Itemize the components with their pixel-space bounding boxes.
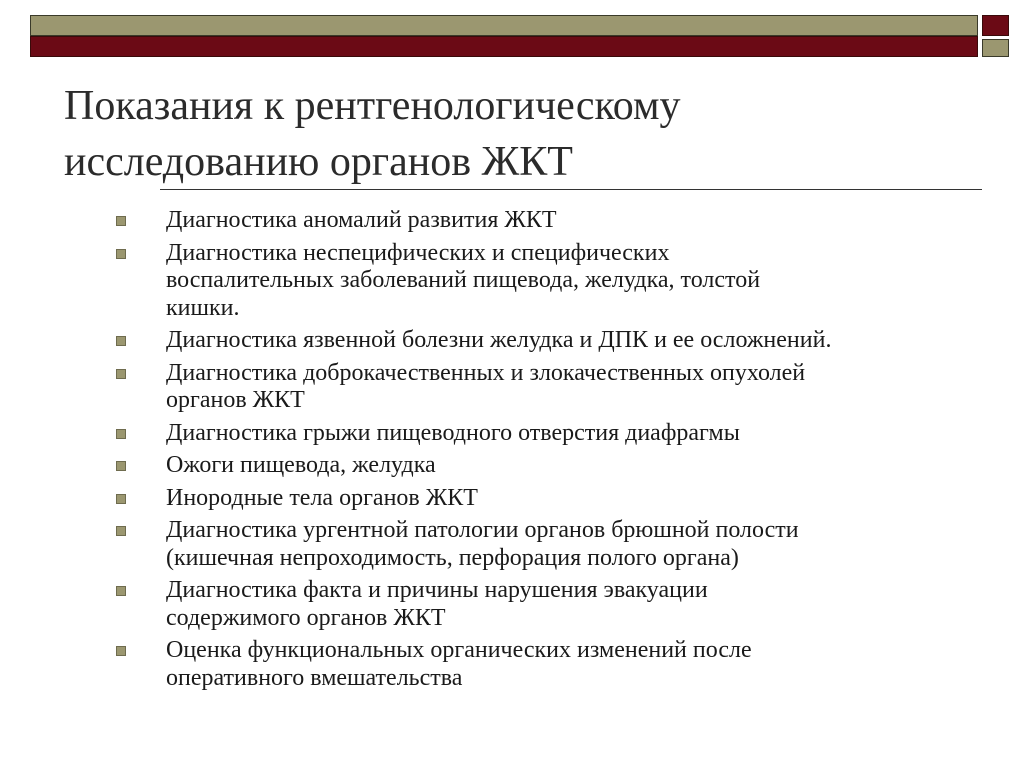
square-bullet-icon [116, 216, 126, 226]
list-item [116, 360, 996, 415]
list-item-text [166, 485, 996, 513]
slide-title-line-2: исследованию органов ЖКТ [64, 139, 573, 185]
square-bullet-icon [116, 494, 126, 504]
list-item-line: Оценка функциональных органических изменений после [166, 637, 752, 663]
list-item-text [166, 577, 996, 632]
header-band-maroon [30, 36, 978, 57]
list-item-line: Диагностика доброкачественных и злокачественных опухолей [166, 359, 806, 386]
list-item-line: Диагностика ургентной патологии органов брюшной полости [166, 517, 799, 543]
slide-title-line-1: Показания к рентгенологическому [64, 83, 681, 129]
list-item-line: Инородные тела органов ЖКТ [166, 484, 478, 511]
list-item-line: Диагностика грыжи пищеводного отверстия диафрагмы [166, 419, 740, 446]
slide-title [64, 78, 964, 190]
title-divider [160, 189, 982, 190]
list-item-line: оперативного вмешательства [166, 664, 463, 691]
list-item-text [166, 420, 996, 448]
list-item-line: Диагностика неспецифических и специфических [166, 239, 670, 266]
list-item-line: органов ЖКТ [166, 387, 305, 413]
list-item [116, 240, 996, 323]
list-item-line: Диагностика язвенной болезни желудка и ДПК и ее осложнений. [166, 327, 832, 353]
list-item-line: Диагностика факта и причины нарушения эвакуации [166, 577, 708, 603]
square-bullet-icon [116, 369, 126, 379]
list-item [116, 420, 996, 448]
list-item-text [166, 452, 996, 480]
list-item [116, 485, 996, 513]
list-item [116, 517, 996, 572]
list-item [116, 207, 996, 235]
list-item-text [166, 360, 996, 415]
square-bullet-icon [116, 586, 126, 596]
corner-square-maroon [982, 15, 1009, 36]
square-bullet-icon [116, 429, 126, 439]
list-item [116, 452, 996, 480]
header-band-olive [30, 15, 978, 36]
square-bullet-icon [116, 646, 126, 656]
list-item-text [166, 517, 996, 572]
corner-square-olive [982, 39, 1009, 57]
list-item-text [166, 207, 996, 235]
list-item-text [166, 637, 996, 692]
list-item-line: (кишечная непроходимость, перфорация полого органа) [166, 544, 739, 571]
bullet-list [116, 207, 996, 697]
list-item [116, 327, 996, 355]
list-item-line: содержимого органов ЖКТ [166, 604, 446, 631]
list-item-text [166, 327, 996, 355]
list-item-line: воспалительных заболеваний пищевода, желудка, толстой [166, 267, 761, 293]
list-item [116, 577, 996, 632]
list-item-line: Ожоги пищевода, желудка [166, 452, 436, 478]
list-item-text [166, 240, 996, 323]
list-item [116, 637, 996, 692]
list-item-line: Диагностика аномалий развития ЖКТ [166, 207, 557, 233]
list-item-line: кишки. [166, 294, 240, 321]
square-bullet-icon [116, 526, 126, 536]
square-bullet-icon [116, 249, 126, 259]
square-bullet-icon [116, 336, 126, 346]
square-bullet-icon [116, 461, 126, 471]
